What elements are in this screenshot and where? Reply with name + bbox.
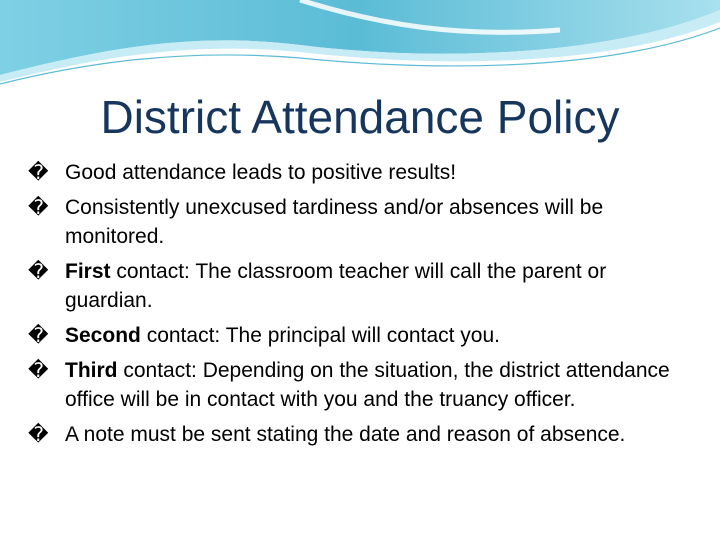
bullet-marker-icon: �: [28, 323, 49, 347]
bullet-text: A note must be sent stating the date and reason of absence.: [65, 423, 626, 446]
bullet-text: Consistently unexcused tardiness and/or absences will be monitored.: [65, 196, 604, 248]
bullet-marker-icon: �: [28, 422, 49, 446]
bullet-list: [28, 158, 688, 455]
bullet-item: [28, 420, 688, 449]
bullet-text: contact: The classroom teacher will call the parent or guardian.: [65, 260, 607, 312]
header-wave-decoration: [0, 0, 720, 100]
slide-title: District Attendance Policy: [100, 91, 620, 143]
bullet-marker-icon: �: [28, 160, 49, 184]
bullet-item: [28, 158, 688, 187]
bullet-lead-word: First: [65, 260, 111, 283]
bullet-text: Good attendance leads to positive results!: [65, 161, 457, 184]
bullet-marker-icon: �: [28, 259, 49, 283]
bullet-lead-word: Second: [65, 324, 141, 347]
bullet-marker-icon: �: [28, 358, 49, 382]
bullet-text: contact: Depending on the situation, the district attendance office will be in contact with you and the truancy officer.: [65, 359, 670, 411]
bullet-item: [28, 356, 688, 414]
bullet-marker-icon: �: [28, 195, 49, 219]
bullet-lead-word: Third: [65, 359, 118, 382]
bullet-item: [28, 257, 688, 315]
bullet-item: [28, 193, 688, 251]
bullet-text: contact: The principal will contact you.: [140, 324, 500, 347]
bullet-item: [28, 321, 688, 350]
